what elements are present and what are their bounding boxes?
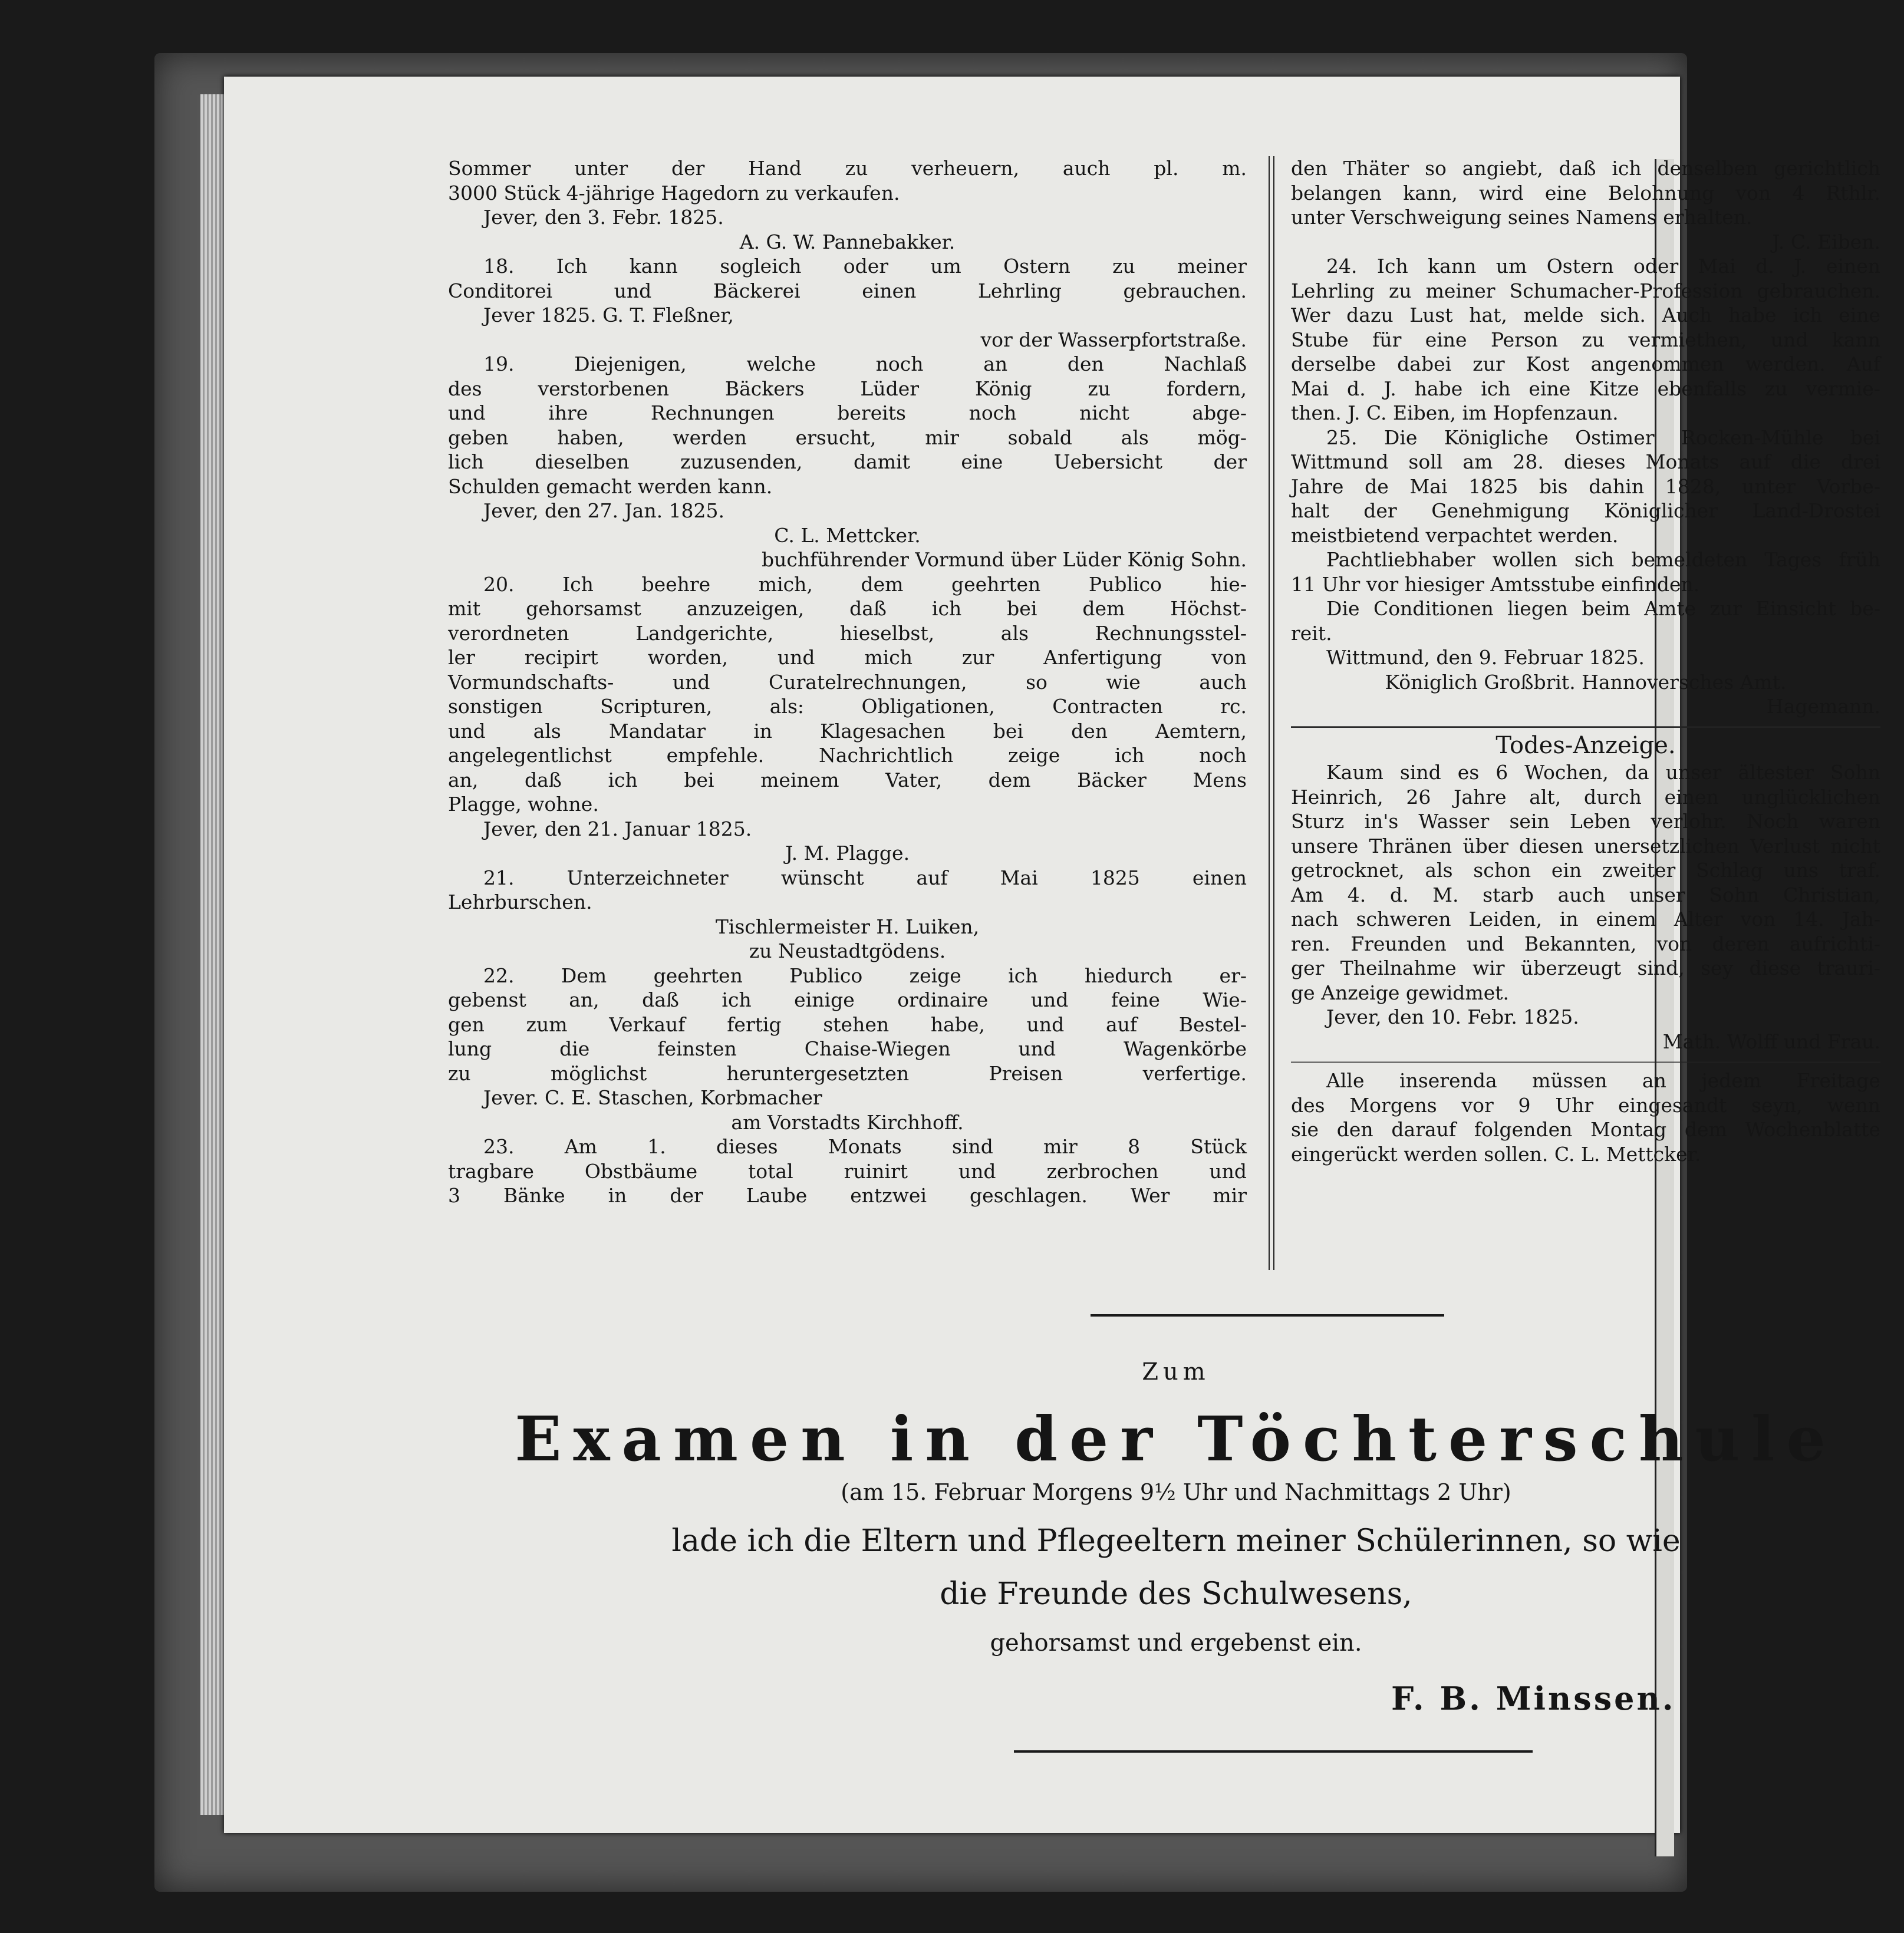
text-line: tragbare Obstbäume total ruinirt und zerbrochen und — [448, 1159, 1247, 1183]
text-line: 21. Unterzeichneter wünscht auf Mai 1825 einen — [483, 866, 1247, 889]
text-line: 18. Ich kann sogleich oder um Ostern zu meiner — [483, 255, 1247, 278]
text-line: an, daß ich bei meinem Vater, dem Bäcker Mens — [448, 768, 1247, 791]
text-line: Mai d. J. habe ich eine Kitze ebenfalls zu vermie- — [1291, 377, 1880, 400]
text-line: getrocknet, als schon ein zweiter Schlag uns traf. — [1291, 859, 1880, 882]
text-line: buchführender Vormund über Lüder König Sohn. — [762, 548, 1247, 571]
announcement-zum: Zum — [1142, 1358, 1210, 1386]
text-line: des verstorbenen Bäckers Lüder König zu fordern, — [448, 377, 1247, 400]
announcement-signature: F. B. Minssen. — [1391, 1680, 1676, 1717]
text-line: 20. Ich beehre mich, dem geehrten Publico hie- — [483, 572, 1247, 596]
announcement-line-2: die Freunde des Schulwesens, — [940, 1576, 1412, 1612]
text-line: Jever, den 10. Febr. 1825. — [1326, 1005, 1579, 1028]
text-line: zu Neustadtgödens. — [749, 939, 946, 962]
text-line: vor der Wasserpfortstraße. — [980, 328, 1247, 351]
text-line: 11 Uhr vor hiesiger Amtsstube einfinden. — [1291, 572, 1700, 596]
text-line: meistbietend verpachtet werden. — [1291, 523, 1619, 547]
text-line: ren. Freunden und Bekannten, von deren aufrichti- — [1291, 932, 1880, 955]
announcement-title: Examen in der Töchterschule — [515, 1403, 1837, 1475]
text-line: A. G. W. Pannebakker. — [739, 230, 956, 253]
text-line: Math. Wolff und Frau. — [1662, 1030, 1880, 1053]
text-line: am Vorstadts Kirchhoff. — [731, 1110, 964, 1134]
text-line: Stube für eine Person zu vermiethen, und kann — [1291, 328, 1880, 351]
school-exam-announcement — [448, 1302, 1904, 1833]
text-line: angelegentlichst empfehle. Nachrichtlich zeige ich noch — [448, 744, 1247, 767]
text-line: Sommer unter der Hand zu verheuern, auch pl. m. — [448, 157, 1247, 180]
text-line: verordneten Landgerichte, hieselbst, als Rechnungsstel- — [448, 621, 1247, 645]
text-line: Alle inserenda müssen an jedem Freitage — [1326, 1069, 1880, 1092]
text-line: und ihre Rechnungen bereits noch nicht abge- — [448, 401, 1247, 424]
text-line: lich dieselben zuzusenden, damit eine Uebersicht der — [448, 450, 1247, 473]
text-line: J. C. Eiben. — [1772, 230, 1880, 253]
text-line: Plagge, wohne. — [448, 793, 599, 816]
page-edges — [200, 94, 224, 1815]
text-line: Jever, den 21. Januar 1825. — [483, 817, 752, 840]
text-line: eingerückt werden sollen. C. L. Mettcker. — [1291, 1142, 1701, 1166]
text-line: Tischlermeister H. Luiken, — [715, 915, 980, 938]
right-column-ads — [1291, 156, 1880, 719]
text-line: unter Verschweigung seines Namens erhalten. — [1291, 206, 1753, 229]
text-line: 24. Ich kann um Ostern oder Mai d. J. einen — [1326, 255, 1880, 278]
death-notice-title: Todes-Anzeige. — [1495, 731, 1676, 759]
text-line: geben haben, werden ersucht, mir sobald als mög- — [448, 425, 1247, 449]
text-line: ge Anzeige gewidmet. — [1291, 981, 1509, 1004]
text-line: derselbe dabei zur Kost angenommen werden. Auf — [1291, 352, 1880, 375]
text-line: Sturz in's Wasser sein Leben verlohr. Noch waren — [1291, 810, 1880, 833]
text-line: Am 4. d. M. starb auch unser Sohn Christian, — [1291, 883, 1880, 906]
announcement-date: (am 15. Februar Morgens 9½ Uhr und Nachmittags 2 Uhr) — [841, 1479, 1511, 1505]
text-line: ger Theilnahme wir überzeugt sind, sey diese trauri- — [1291, 956, 1880, 979]
bottom-rule — [1014, 1750, 1533, 1753]
text-line: Kaum sind es 6 Wochen, da unser ältester Sohn — [1326, 761, 1880, 784]
text-line: 3000 Stück 4-jährige Hagedorn zu verkaufen. — [448, 181, 900, 204]
text-line: gen zum Verkauf fertig stehen habe, und auf Bestel- — [448, 1012, 1247, 1036]
death-notice-body — [1291, 760, 1880, 1054]
text-line: reit. — [1291, 621, 1332, 645]
separator-rule — [1291, 1061, 1880, 1063]
inserenda-notice — [1291, 1068, 1880, 1166]
text-line: Vormundschafts- und Curatelrechnungen, so wie auch — [448, 670, 1247, 694]
text-line: Wittmund, den 9. Februar 1825. — [1326, 646, 1645, 669]
text-line: Lehrling zu meiner Schumacher-Profession gebrauchen. — [1291, 279, 1880, 302]
text-line: 23. Am 1. dieses Monats sind mir 8 Stück — [483, 1135, 1247, 1158]
text-line: den Thäter so angiebt, daß ich denselben gerichtlich — [1291, 157, 1880, 180]
right-column — [1291, 156, 1880, 1166]
text-line: Heinrich, 26 Jahre alt, durch einen unglücklichen — [1291, 785, 1880, 809]
text-line: mit gehorsamst anzuzeigen, daß ich bei dem Höchst- — [448, 597, 1247, 620]
text-line: Jever, den 27. Jan. 1825. — [483, 499, 725, 522]
text-line: halt der Genehmigung Königlicher Land-Drostei — [1291, 499, 1880, 522]
text-line: Wer dazu Lust hat, melde sich. Auch habe ich eine — [1291, 304, 1880, 326]
text-line: des Morgens vor 9 Uhr eingesandt seyn, wenn — [1291, 1093, 1880, 1117]
text-line: zu möglichst heruntergesetzten Preisen verfertige. — [448, 1061, 1247, 1085]
text-line: Schulden gemacht werden kann. — [448, 474, 773, 498]
text-line: J. M. Plagge. — [785, 842, 910, 865]
separator-rule — [1291, 726, 1880, 728]
text-line: Die Conditionen liegen beim Amte zur Einsicht be- — [1326, 597, 1880, 620]
text-line: ler recipirt worden, und mich zur Anfertigung von — [448, 646, 1247, 669]
text-line: Jever, den 3. Febr. 1825. — [483, 206, 724, 229]
text-line: sie den darauf folgenden Montag dem Wochenblatte — [1291, 1118, 1880, 1141]
text-line: belangen kann, wird eine Belohnung von 4 Rthlr. — [1291, 181, 1880, 204]
text-line: Conditorei und Bäckerei einen Lehrling gebrauchen. — [448, 279, 1247, 302]
text-line: C. L. Mettcker. — [774, 523, 921, 547]
text-line: Jever. C. E. Staschen, Korbmacher — [483, 1086, 822, 1109]
text-line: unsere Thränen über diesen unersetzlichen Verlust nicht — [1291, 834, 1880, 857]
text-line: sonstigen Scripturen, als: Obligationen, Contracten rc. — [448, 695, 1247, 718]
top-rule — [1091, 1314, 1444, 1317]
text-line: Wittmund soll am 28. dieses Monats auf die drei — [1291, 450, 1880, 473]
text-line: Lehrburschen. — [448, 890, 592, 913]
announcement-line-3: gehorsamst und ergebenst ein. — [990, 1629, 1362, 1657]
text-line: lung die feinsten Chaise-Wiegen und Wagenkörbe — [448, 1037, 1247, 1060]
text-line: 3 Bänke in der Laube entzwei geschlagen. Wer mir — [448, 1184, 1247, 1207]
text-line: then. J. C. Eiben, im Hopfenzaun. — [1291, 401, 1619, 424]
text-line: 22. Dem geehrten Publico zeige ich hiedurch er- — [483, 964, 1247, 987]
newspaper-page — [224, 77, 1880, 1833]
text-line: Pachtliebhaber wollen sich bemeldeten Tages früh — [1326, 548, 1880, 571]
column-divider — [1269, 156, 1274, 1270]
text-line: Hagemann. — [1766, 695, 1880, 718]
text-line: Jever 1825. G. T. Fleßner, — [483, 304, 734, 326]
text-line: Jahre de Mai 1825 bis dahin 1828, unter Vorbe- — [1291, 474, 1880, 498]
left-column — [448, 156, 1247, 1208]
text-line: 25. Die Königliche Ostimer Rocken-Mühle bei — [1326, 425, 1880, 449]
text-line: gebenst an, daß ich einige ordinaire und feine Wie- — [448, 988, 1247, 1011]
text-line: 19. Diejenigen, welche noch an den Nachlaß — [483, 352, 1247, 375]
text-line: nach schweren Leiden, in einem Alter von 14. Jah- — [1291, 908, 1880, 931]
announcement-line-1: lade ich die Eltern und Pflegeeltern meiner Schülerinnen, so wie — [671, 1523, 1681, 1559]
text-line: und als Mandatar in Klagesachen bei den Aemtern, — [448, 719, 1247, 743]
text-line: Königlich Großbrit. Hannoversches Amt. — [1385, 670, 1787, 694]
